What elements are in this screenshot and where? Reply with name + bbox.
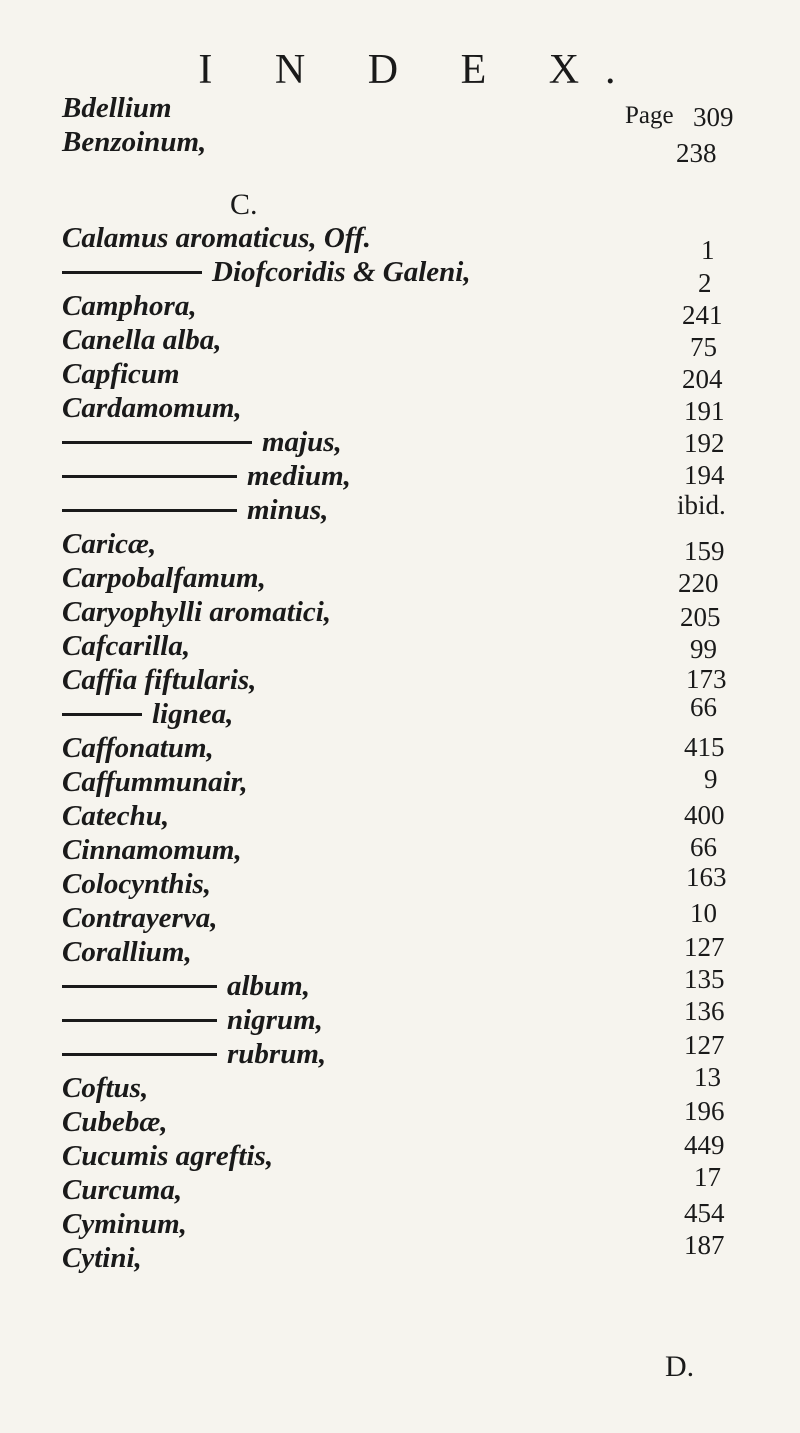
index-entry-sub: [62, 970, 310, 1003]
index-entry: Caffonatum,: [62, 732, 214, 764]
index-entry-sub: [62, 494, 328, 527]
index-entry: Cucumis agreftis,: [62, 1140, 274, 1172]
index-entry-text: rubrum,: [227, 1038, 327, 1070]
index-entry: Cardamomum,: [62, 392, 242, 424]
section-letter: C.: [230, 188, 258, 221]
index-entry: Corallium,: [62, 936, 192, 968]
page-number: 75: [690, 332, 717, 362]
index-entry-text: minus,: [247, 494, 329, 526]
index-entry: Cafcarilla,: [62, 630, 191, 662]
page-number: 127: [684, 932, 725, 962]
ditto-dash: [62, 985, 217, 988]
index-entry: Caffia fiftularis,: [62, 664, 257, 696]
index-entry: Caryophylli aromatici,: [62, 596, 332, 628]
index-entry-sub: [62, 426, 342, 459]
page-number: 454: [684, 1198, 725, 1228]
index-entry-sub: [62, 1038, 326, 1071]
index-entry-sub: [62, 256, 471, 289]
index-entry-text: medium,: [247, 460, 351, 492]
page-number: 449: [684, 1130, 725, 1160]
index-entry-sub: [62, 460, 351, 493]
catchword: D.: [665, 1350, 695, 1383]
page-number: 2: [698, 268, 712, 298]
page-number: 187: [684, 1230, 725, 1260]
ditto-dash: [62, 271, 202, 274]
ditto-dash: [62, 475, 237, 478]
index-entry-text: nigrum,: [227, 1004, 323, 1036]
index-entry-sub: [62, 698, 233, 731]
page-number: 135: [684, 964, 725, 994]
page-number: 191: [684, 396, 725, 426]
index-entry: Colocynthis,: [62, 868, 212, 900]
ditto-dash: [62, 1019, 217, 1022]
index-entry-text: Diofcoridis & Galeni,: [212, 256, 471, 288]
index-entry: Curcuma,: [62, 1174, 183, 1206]
index-entry: Caricæ,: [62, 528, 157, 560]
ditto-dash: [62, 509, 237, 512]
page-number: 192: [684, 428, 725, 458]
index-entry: Capficum: [62, 358, 180, 390]
page-number: 127: [684, 1030, 725, 1060]
ditto-dash: [62, 1053, 217, 1056]
page-number: 205: [680, 602, 721, 632]
index-entry: Calamus aromaticus, Off.: [62, 222, 371, 254]
index-entry-sub: [62, 1004, 323, 1037]
page-number: 196: [684, 1096, 725, 1126]
page-number: 159: [684, 536, 725, 566]
page-number: 10: [690, 898, 717, 928]
page-number: 1: [701, 235, 715, 265]
page-number: 309: [693, 102, 734, 132]
page-number: ibid.: [677, 490, 726, 520]
page-number: 173: [686, 664, 727, 694]
page-number: 13: [694, 1062, 721, 1092]
page-number: 415: [684, 732, 725, 762]
index-entry: Benzoinum,: [62, 126, 207, 158]
index-entry: Cubebæ,: [62, 1106, 168, 1138]
index-entry: Catechu,: [62, 800, 170, 832]
page-number: 400: [684, 800, 725, 830]
page-number: 241: [682, 300, 723, 330]
page-number: 136: [684, 996, 725, 1026]
page-number: 99: [690, 634, 717, 664]
index-entry: Carpobalfamum,: [62, 562, 266, 594]
ditto-dash: [62, 713, 142, 716]
index-entry: Coftus,: [62, 1072, 149, 1104]
index-entry: Camphora,: [62, 290, 197, 322]
index-entry-text: lignea,: [152, 698, 234, 730]
index-entry: Contrayerva,: [62, 902, 218, 934]
index-entry: Caffummunair,: [62, 766, 248, 798]
page-number: 66: [690, 832, 717, 862]
index-entry: Cyminum,: [62, 1208, 187, 1240]
page-number: 194: [684, 460, 725, 490]
index-entry: Cinnamomum,: [62, 834, 242, 866]
page-number: 163: [686, 862, 727, 892]
index-entry-text: majus,: [262, 426, 342, 458]
page-title: I N D E X.: [198, 47, 642, 93]
page-column-label: Page: [625, 102, 674, 129]
index-entry: Cytini,: [62, 1242, 142, 1274]
index-entry-text: album,: [227, 970, 310, 1002]
ditto-dash: [62, 441, 252, 444]
index-entry: Canella alba,: [62, 324, 222, 356]
page-number: 220: [678, 568, 719, 598]
page-number: 238: [676, 138, 717, 168]
page-number: 66: [690, 692, 717, 722]
page-number: 17: [694, 1162, 721, 1192]
page-number: 9: [704, 764, 718, 794]
page-number: 204: [682, 364, 723, 394]
index-entry: Bdellium: [62, 92, 172, 124]
